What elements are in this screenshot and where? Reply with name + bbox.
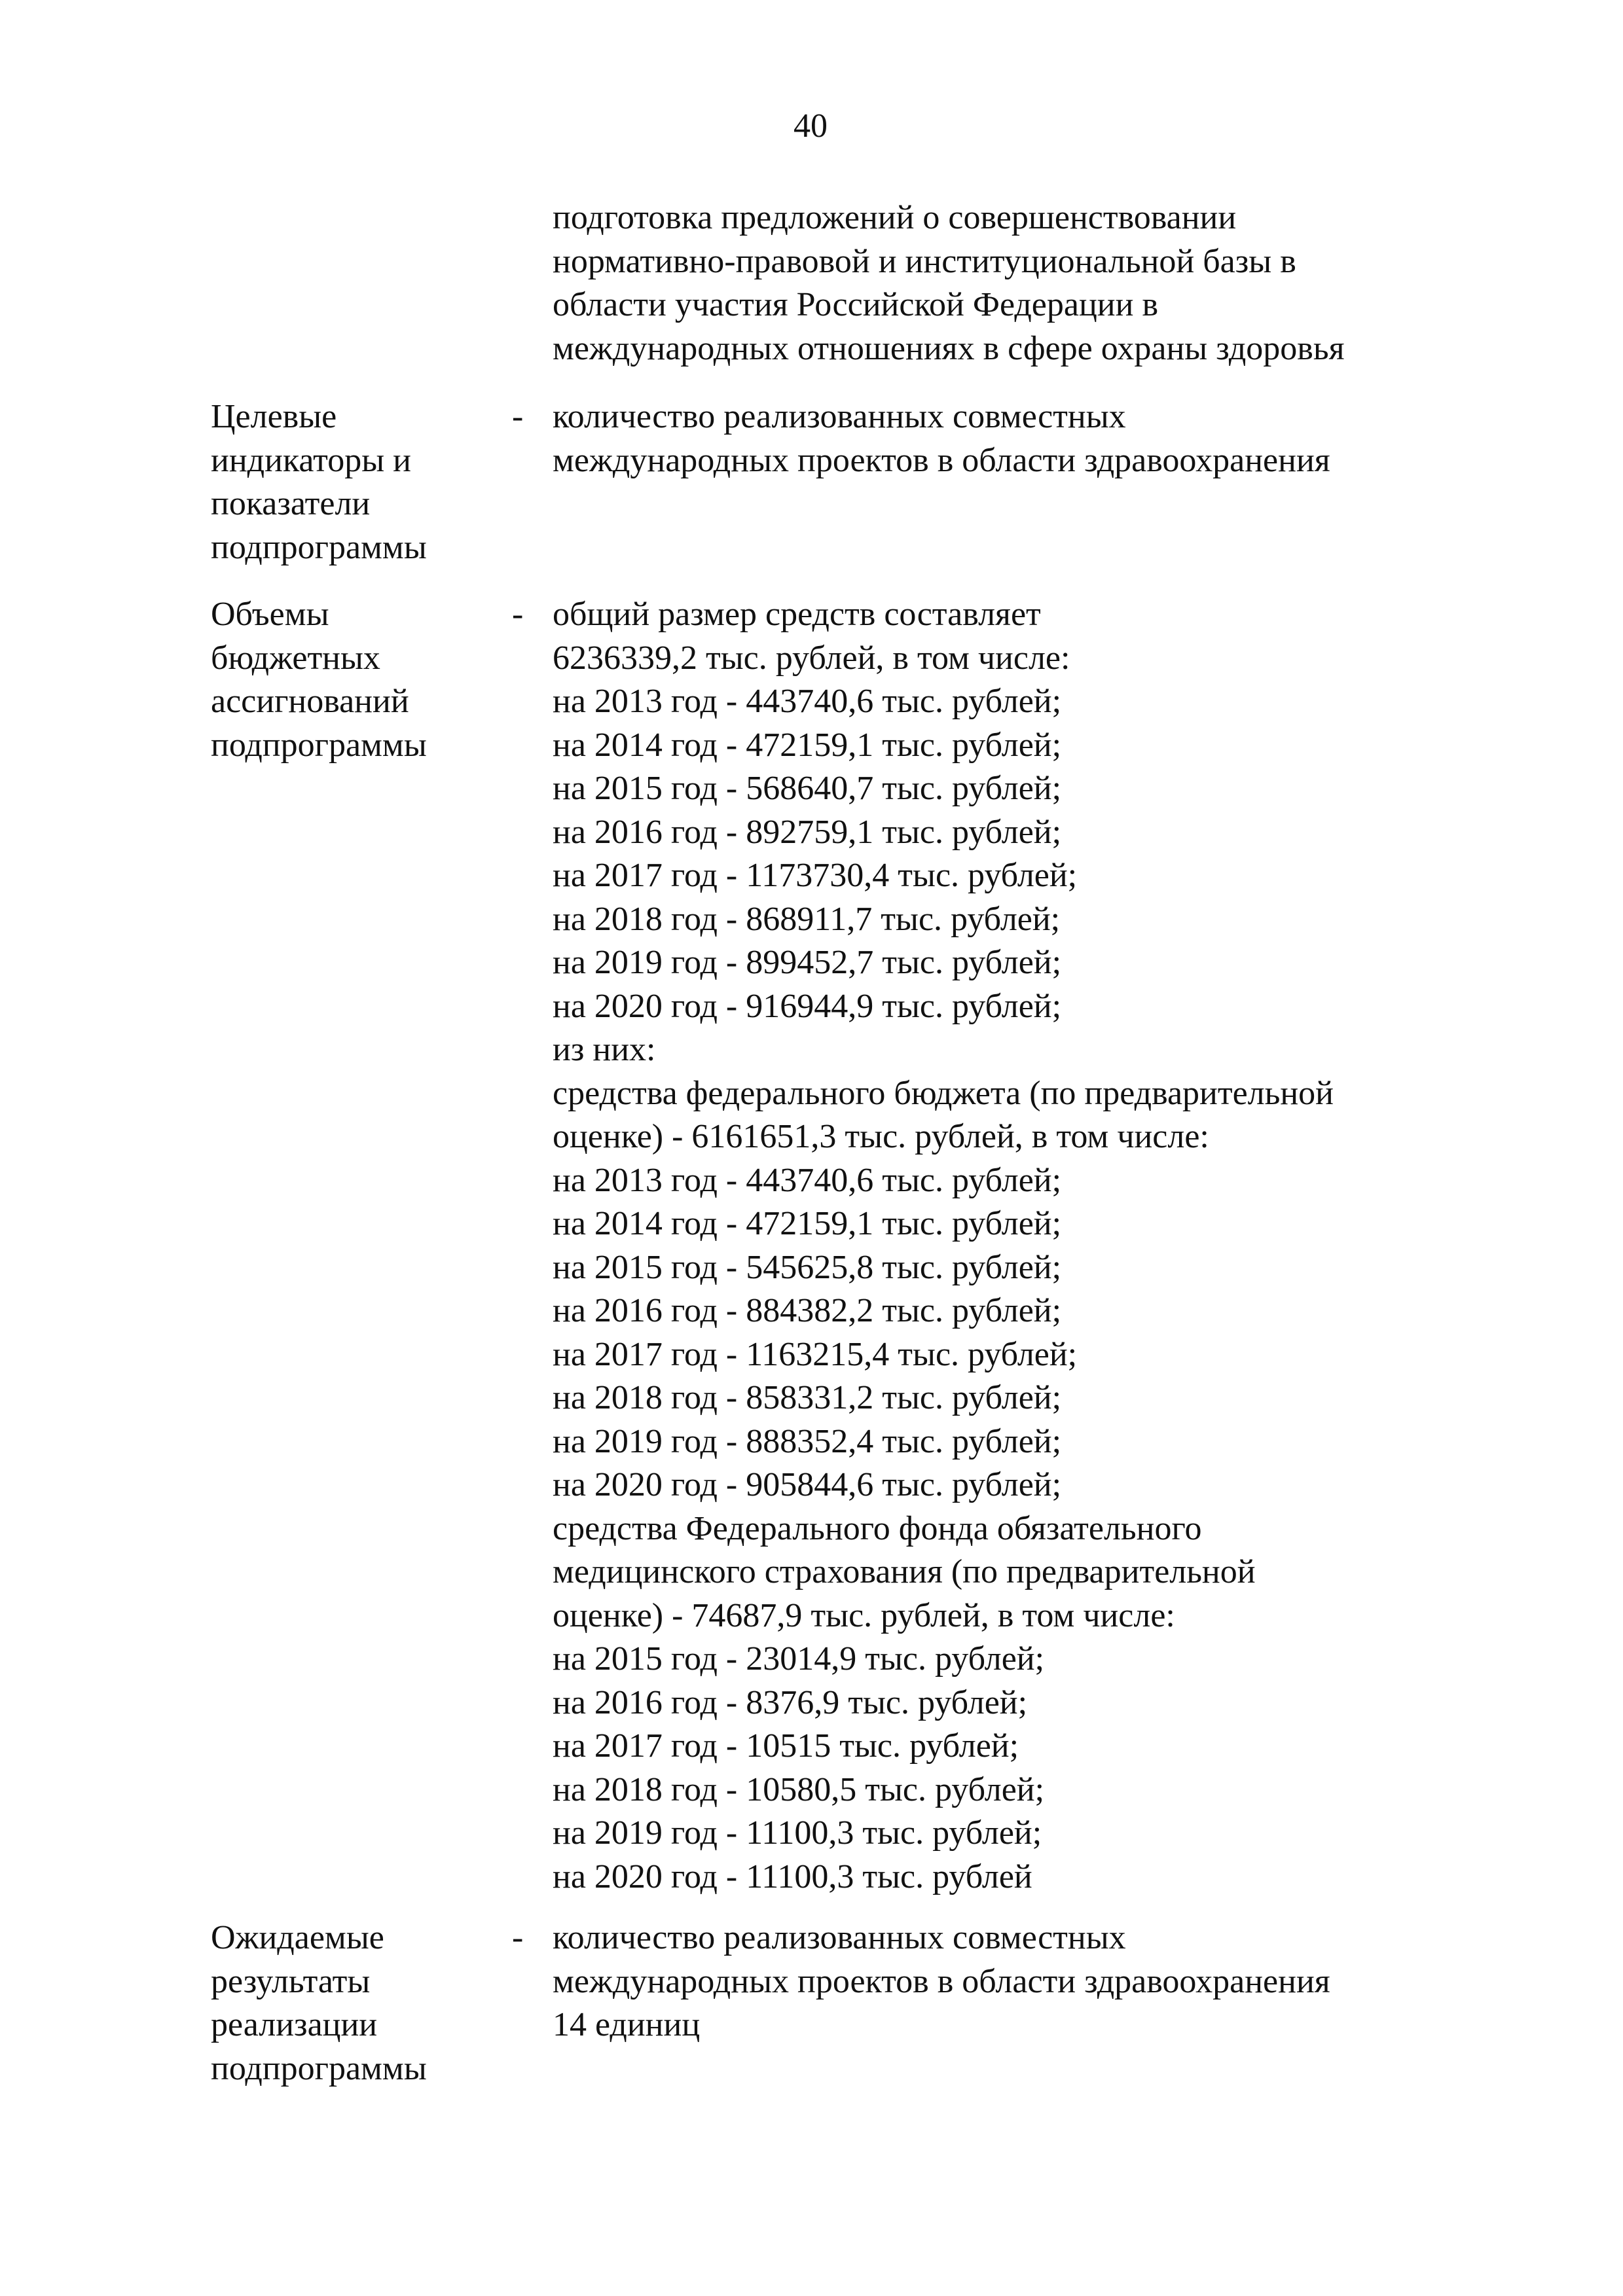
intro-paragraph	[553, 196, 1574, 370]
content-line: на 2013 год - 443740,6 тыс. рублей;	[553, 1161, 1062, 1199]
section-label	[211, 593, 486, 767]
content-line: на 2018 год - 858331,2 тыс. рублей;	[553, 1379, 1062, 1416]
content-line: международных проектов в области здравоохранения	[553, 441, 1330, 479]
content-line: количество реализованных совместных	[553, 1919, 1126, 1956]
content-line: на 2019 год - 11100,3 тыс. рублей;	[553, 1814, 1042, 1852]
content-line: на 2017 год - 1163215,4 тыс. рублей;	[553, 1335, 1078, 1373]
content-line: из них:	[553, 1031, 656, 1068]
content-line: на 2017 год - 10515 тыс. рублей;	[553, 1727, 1019, 1765]
label-line: результаты	[211, 1962, 371, 2000]
label-line: подпрограммы	[211, 2049, 427, 2087]
content-line: средства Федерального фонда обязательного	[553, 1509, 1202, 1547]
section-content	[553, 593, 1587, 1899]
section-content	[553, 395, 1587, 482]
label-line: подпрограммы	[211, 726, 427, 764]
label-line: Объемы	[211, 596, 329, 633]
content-line: количество реализованных совместных	[553, 398, 1126, 435]
intro-line: подготовка предложений о совершенствовании	[553, 199, 1237, 236]
content-line: оценке) - 6161651,3 тыс. рублей, в том числе:	[553, 1118, 1209, 1155]
content-line: на 2015 год - 568640,7 тыс. рублей;	[553, 770, 1062, 807]
section-content	[553, 1916, 1587, 2047]
intro-line: нормативно-правовой и институциональной базы в	[553, 242, 1296, 280]
content-line: 6236339,2 тыс. рублей, в том числе:	[553, 639, 1070, 677]
content-line: на 2020 год - 11100,3 тыс. рублей	[553, 1857, 1032, 1895]
content-line: на 2018 год - 10580,5 тыс. рублей;	[553, 1770, 1045, 1808]
section-dash: -	[512, 1919, 524, 1956]
content-line: на 2020 год - 916944,9 тыс. рублей;	[553, 987, 1062, 1025]
section-dash: -	[512, 596, 524, 633]
section-label	[211, 395, 486, 569]
label-line: подпрограммы	[211, 528, 427, 566]
content-line: на 2019 год - 888352,4 тыс. рублей;	[553, 1422, 1062, 1460]
content-line: медицинского страхования (по предварительной	[553, 1553, 1256, 1590]
content-line: на 2014 год - 472159,1 тыс. рублей;	[553, 1205, 1062, 1242]
content-line: на 2019 год - 899452,7 тыс. рублей;	[553, 944, 1062, 981]
label-line: Ожидаемые	[211, 1919, 384, 1956]
content-line: 14 единиц	[553, 2006, 701, 2043]
label-line: Целевые	[211, 398, 337, 435]
label-line: индикаторы и	[211, 441, 411, 479]
content-line: на 2015 год - 23014,9 тыс. рублей;	[553, 1640, 1045, 1677]
section-label	[211, 1916, 486, 2090]
content-line: общий размер средств составляет	[553, 596, 1041, 633]
label-line: бюджетных	[211, 639, 380, 677]
content-line: на 2016 год - 892759,1 тыс. рублей;	[553, 813, 1062, 851]
content-line: на 2013 год - 443740,6 тыс. рублей;	[553, 683, 1062, 720]
intro-line: области участия Российской Федерации в	[553, 286, 1159, 323]
content-line: на 2018 год - 868911,7 тыс. рублей;	[553, 900, 1061, 938]
content-line: средства федерального бюджета (по предварительной	[553, 1074, 1334, 1112]
label-line: показатели	[211, 485, 371, 522]
label-line: ассигнований	[211, 683, 409, 720]
content-line: на 2014 год - 472159,1 тыс. рублей;	[553, 726, 1062, 764]
content-line: на 2016 год - 884382,2 тыс. рублей;	[553, 1292, 1062, 1329]
page-number: 40	[793, 107, 828, 145]
label-line: реализации	[211, 2006, 378, 2043]
content-line: оценке) - 74687,9 тыс. рублей, в том числе:	[553, 1596, 1175, 1634]
content-line: на 2016 год - 8376,9 тыс. рублей;	[553, 1683, 1028, 1721]
content-line: на 2015 год - 545625,8 тыс. рублей;	[553, 1248, 1062, 1286]
content-line: на 2020 год - 905844,6 тыс. рублей;	[553, 1466, 1062, 1503]
content-line: на 2017 год - 1173730,4 тыс. рублей;	[553, 857, 1078, 894]
section-dash: -	[512, 398, 524, 435]
intro-line: международных отношениях в сфере охраны здоровья	[553, 329, 1345, 367]
content-line: международных проектов в области здравоохранения	[553, 1962, 1330, 2000]
